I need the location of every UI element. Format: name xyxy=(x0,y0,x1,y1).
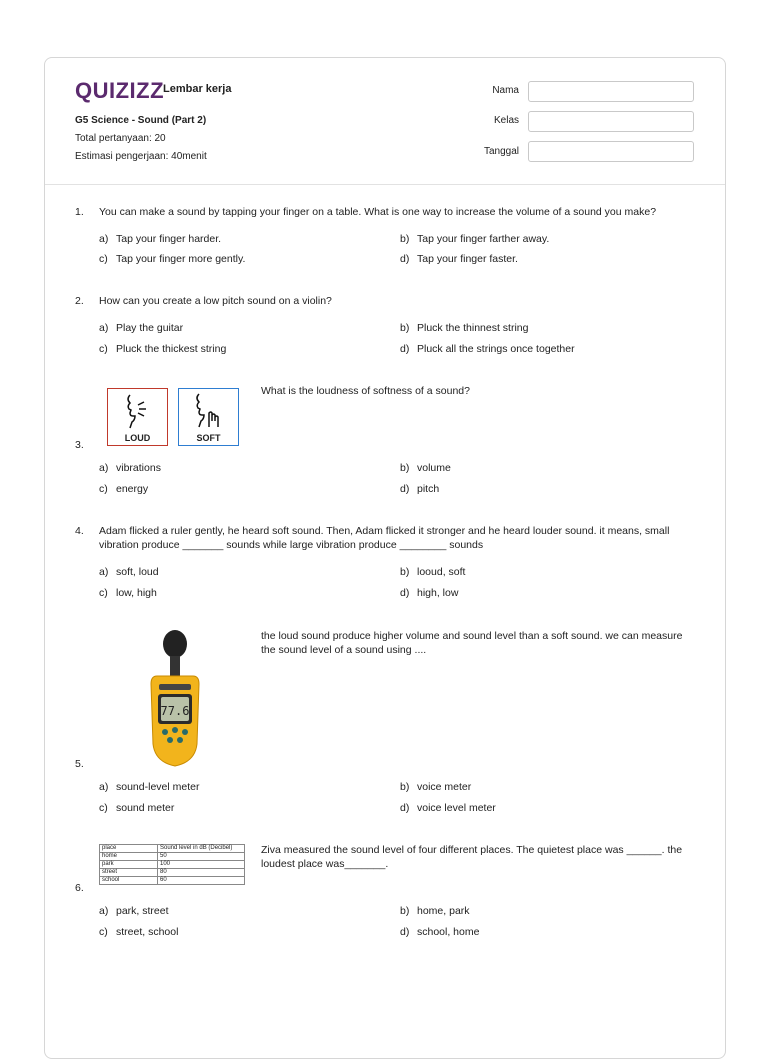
date-label: Tanggal xyxy=(483,146,519,157)
loud-picture xyxy=(107,388,168,446)
option-5c: c) sound meter xyxy=(99,802,175,814)
date-field[interactable] xyxy=(528,141,694,162)
question-number: 6. xyxy=(75,882,84,894)
option-5d: d) voice level meter xyxy=(400,802,496,814)
class-label: Kelas xyxy=(493,115,519,126)
question-number: 5. xyxy=(75,758,84,770)
total-questions: Total pertanyaan: 20 xyxy=(75,133,166,144)
table-row: school 60 xyxy=(100,877,245,885)
meter-display-reading: 77.6 xyxy=(160,704,190,718)
option-6d: d) school, home xyxy=(400,926,480,938)
option-1b: b) Tap your finger farther away. xyxy=(400,233,550,245)
question-number: 1. xyxy=(75,206,84,218)
sound-level-meter-image xyxy=(145,626,205,768)
table-row: home 50 xyxy=(100,853,245,861)
option-3d: d) pitch xyxy=(400,483,440,495)
option-2a: a) Play the guitar xyxy=(99,322,184,334)
option-4b: b) looud, soft xyxy=(400,566,466,578)
worksheet-title: G5 Science - Sound (Part 2) xyxy=(75,115,207,126)
name-label: Nama xyxy=(492,85,519,96)
quizizz-logo: QUIZIZZ xyxy=(75,78,165,103)
table-row: park 100 xyxy=(100,861,245,869)
question-number: 2. xyxy=(75,295,84,307)
worksheet-label: Lembar kerja xyxy=(163,83,232,95)
option-2c: c) Pluck the thickest string xyxy=(99,343,227,355)
worksheet-header xyxy=(45,58,725,185)
option-4d: d) high, low xyxy=(400,587,459,599)
option-6a: a) park, street xyxy=(99,905,169,917)
option-4a: a) soft, loud xyxy=(99,566,159,578)
option-1c: c) Tap your finger more gently. xyxy=(99,253,246,265)
option-3c: c) energy xyxy=(99,483,149,495)
worksheet xyxy=(44,57,726,1059)
option-1d: d) Tap your finger faster. xyxy=(400,253,518,265)
loud-caption: LOUD xyxy=(124,433,151,443)
question-5-text: the loud sound produce higher volume and sound level than a soft sound. we can measure the sound level of a sound using .... xyxy=(261,630,683,656)
soft-caption: SOFT xyxy=(196,433,221,443)
soft-picture xyxy=(178,388,239,446)
option-5b: b) voice meter xyxy=(400,781,472,793)
question-6-text: Ziva measured the sound level of four different places. The quietest place was ______. the loudest place was_______. xyxy=(261,844,683,870)
table-header-row: place Sound level in dB (Decibel) xyxy=(100,845,245,853)
option-6c: c) street, school xyxy=(99,926,179,938)
sound-level-table-image xyxy=(99,844,245,885)
time-estimate: Estimasi pengerjaan: 40menit xyxy=(75,151,207,162)
name-field[interactable] xyxy=(528,81,694,102)
option-2b: b) Pluck the thinnest string xyxy=(400,322,529,334)
option-2d: d) Pluck all the strings once together xyxy=(400,343,575,355)
option-4c: c) low, high xyxy=(99,587,157,599)
question-text: Adam flicked a ruler gently, he heard soft sound. Then, Adam flicked it stronger and he heard louder sound. it means, small vibration produce _______ sounds while large vibration produce ________ sounds xyxy=(99,525,670,551)
question-text: How can you create a low pitch sound on a violin? xyxy=(99,295,332,307)
question-number: 3. xyxy=(75,439,84,451)
option-3b: b) volume xyxy=(400,462,451,474)
loud-face-icon xyxy=(108,389,167,433)
option-3a: a) vibrations xyxy=(99,462,161,474)
question-3-text: What is the loudness of softness of a sound? xyxy=(261,385,470,397)
question-text: You can make a sound by tapping your finger on a table. What is one way to increase the volume of a sound you make? xyxy=(99,206,657,218)
question-number: 4. xyxy=(75,525,84,537)
sound-level-table xyxy=(99,844,245,885)
option-6b: b) home, park xyxy=(400,905,470,917)
class-field[interactable] xyxy=(528,111,694,132)
soft-face-icon xyxy=(179,389,238,433)
option-1a: a) Tap your finger harder. xyxy=(99,233,222,245)
option-5a: a) sound-level meter xyxy=(99,781,200,793)
table-row: street 80 xyxy=(100,869,245,877)
